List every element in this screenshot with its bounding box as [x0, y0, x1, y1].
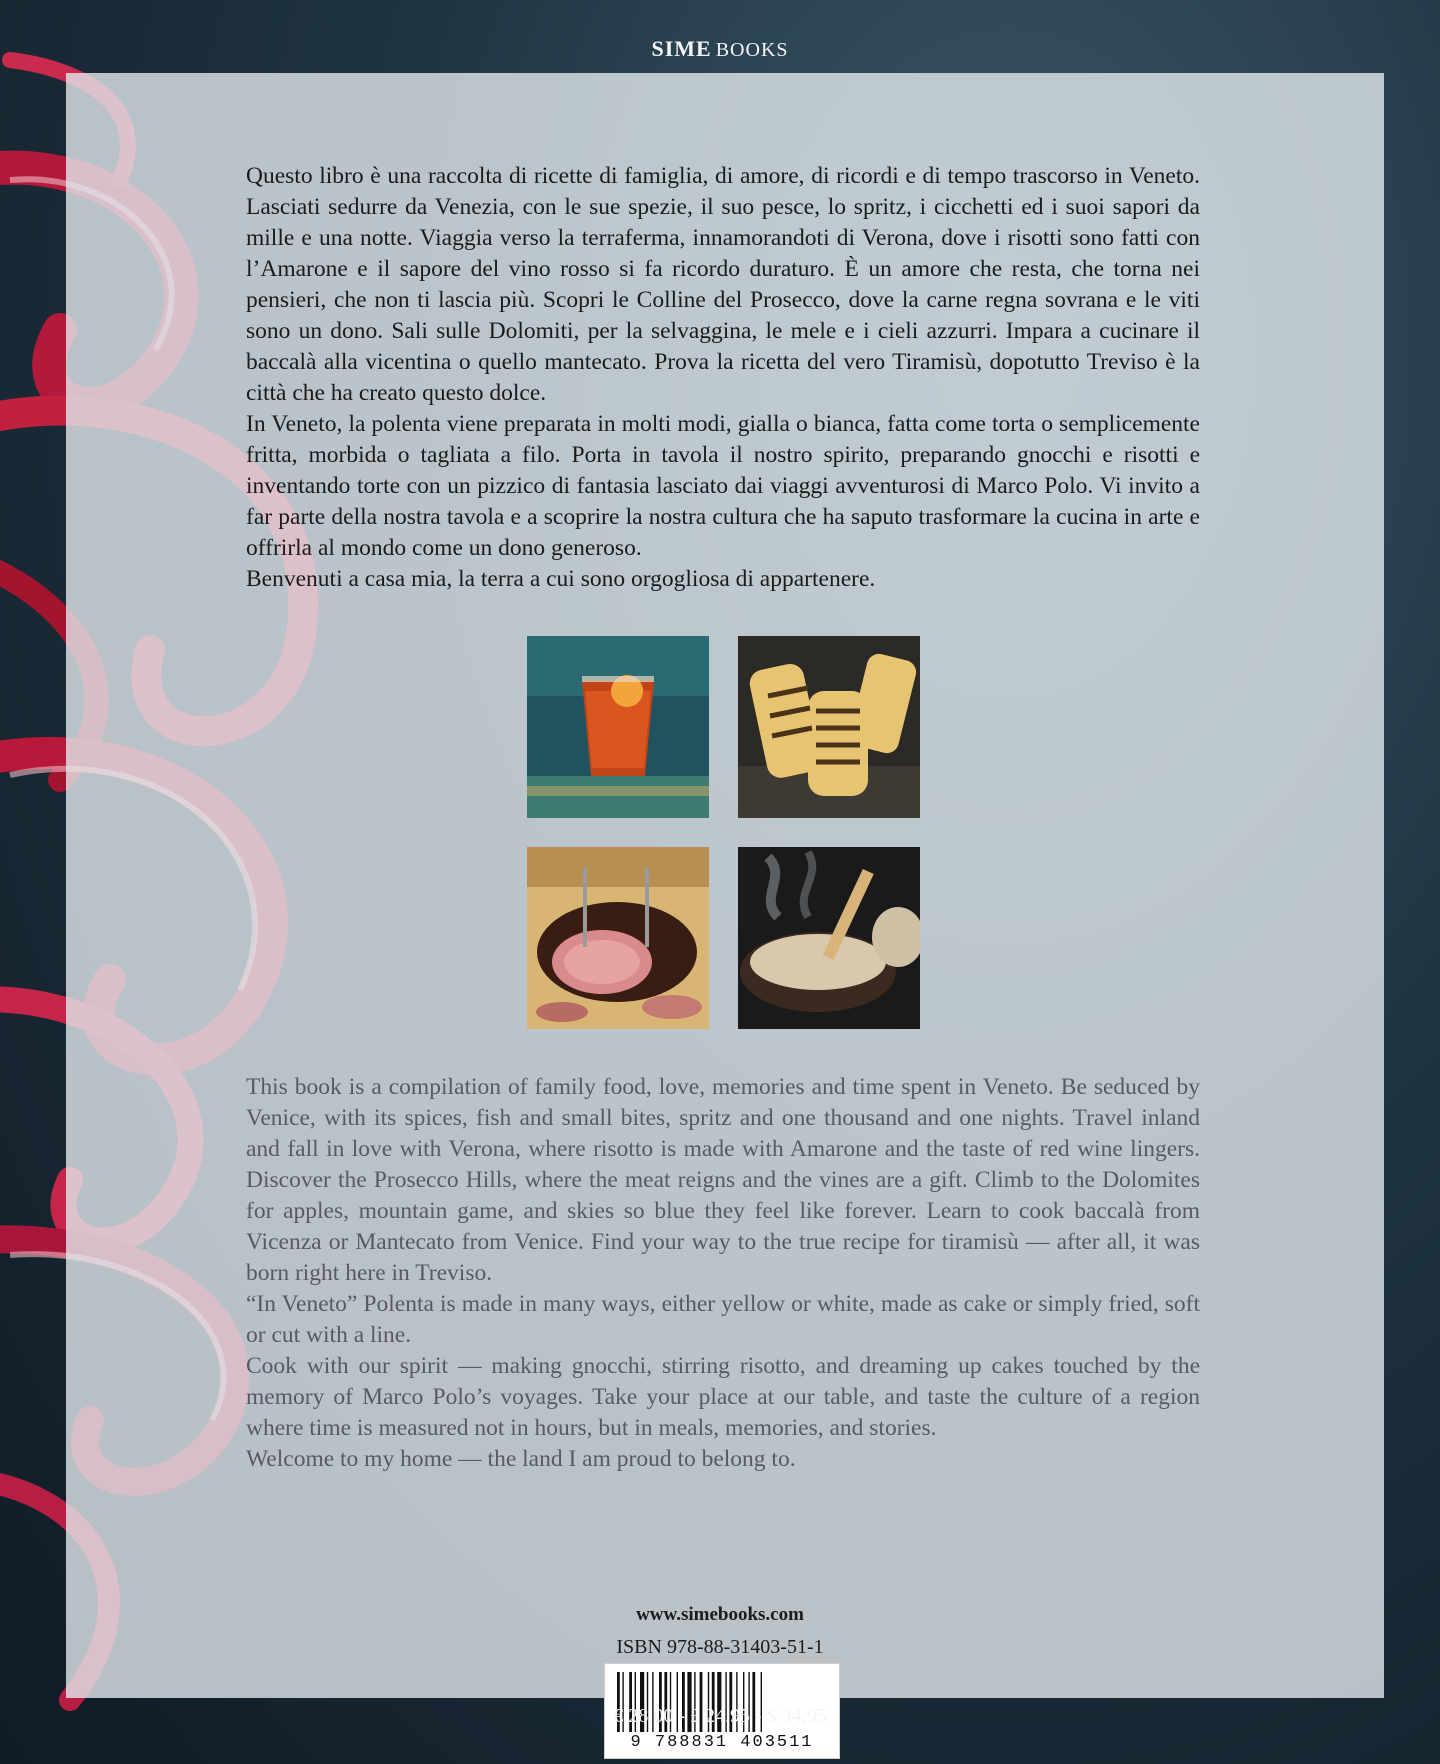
italian-description [246, 161, 1200, 595]
barcode-digits: 9 788831 403511 [630, 1733, 814, 1752]
english-description [246, 1072, 1200, 1475]
back-cover-panel [66, 73, 1384, 1698]
publisher-logo [0, 36, 1440, 62]
photo-steaming-bowl [738, 847, 920, 1029]
price-label: € 28,00 - £ 24.95 - $ 34.95 [613, 1705, 827, 1727]
publisher-name-bold: SIME [651, 36, 712, 61]
photo-spritz [527, 636, 709, 818]
website-url: www.simebooks.com [636, 1604, 804, 1625]
italian-paragraph-1: Questo libro è una raccolta di ricette di famiglia, di amore, di ricordi e di tempo trascorso in Veneto. Lasciati sedurre da Venezia, con le sue spezie, il suo pesce, lo spritz, i cicchetti ed i suoi sapori da mille e una notte. Viaggia verso la terraferma, innamorandoti di Verona, dove i risotti sono fatti con l’Amarone e il sapore del vino rosso si fa ricordo duraturo. È un amore che resta, che torna nei pensieri, che non ti lascia più. Scopri le Colline del Prosecco, dove la carne regna sovrana e le viti sono un dono. Sali sulle Dolomiti, per la selvaggina, le mele e i cieli azzurri. Impara a cucinare il baccalà alla vicentina o quello mantecato. Prova la ricetta del vero Tiramisù, dopotutto Treviso è la città che ha creato questo dolce. [246, 163, 1200, 406]
english-paragraph-4: Welcome to my home — the land I am proud to belong to. [246, 1446, 796, 1472]
italian-paragraph-3: Benvenuti a casa mia, la terra a cui sono orgogliosa di appartenere. [246, 566, 876, 592]
photo-roast-meat [527, 847, 709, 1029]
photo-grilled-polenta [738, 636, 920, 818]
italian-paragraph-2: In Veneto, la polenta viene preparata in molti modi, gialla o bianca, fatta come torta o semplicemente fritta, morbida o tagliata a filo. Porta in tavola il nostro spirito, preparando gnocchi e risotti e inventando torte con un pizzico di fantasia lasciato dai viaggi avventurosi di Marco Polo. Vi invito a far parte della nostra tavola e a scoprire la nostra cultura che ha saputo trasformare la cucina in arte e offrirla al mondo come un dono generoso. [246, 411, 1200, 561]
english-paragraph-1: This book is a compilation of family food, love, memories and time spent in Veneto. Be seduced by Venice, with its spices, fish and small bites, spritz and one thousand and one nights. Travel inland and fall in love with Verona, where risotto is made with Amarone and the taste of red wine lingers. Discover the Prosecco Hills, where the meat reigns and the vines are a gift. Climb to the Dolomites for apples, mountain game, and skies so blue they feel like forever. Learn to cook baccalà from Vicenza or Mantecato from Venice. Find your way to the true recipe for tiramisù — after all, it was born right here in Treviso. [246, 1074, 1200, 1286]
english-paragraph-3: Cook with our spirit — making gnocchi, stirring risotto, and dreaming up cakes touched by the memory of Marco Polo’s voyages. Take your place at our table, and taste the culture of a region where time is measured not in hours, but in meals, memories, and stories. [246, 1353, 1200, 1441]
english-paragraph-2: “In Veneto” Polenta is made in many ways, either yellow or white, made as cake or simply fried, soft or cut with a line. [246, 1291, 1200, 1348]
isbn-number: ISBN 978-88-31403-51-1 [616, 1636, 824, 1658]
publisher-name-rest: BOOKS [715, 39, 789, 61]
